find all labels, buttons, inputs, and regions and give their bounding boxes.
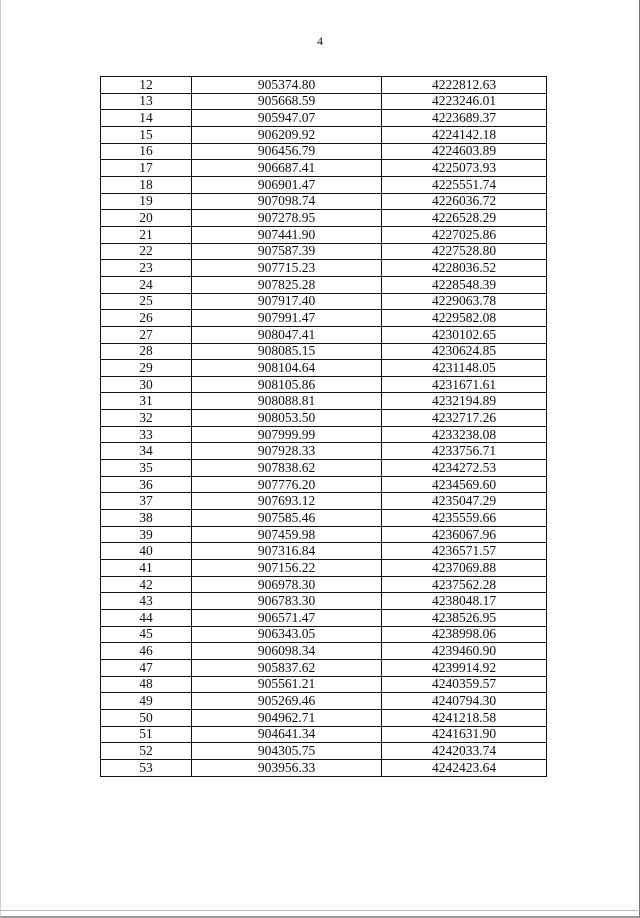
point-number-cell: 12	[101, 77, 192, 94]
table-row	[101, 460, 547, 477]
x-coordinate-cell: 904305.75	[192, 743, 382, 760]
x-coordinate-cell: 906456.79	[192, 143, 382, 160]
point-number-cell: 44	[101, 610, 192, 627]
point-number-cell: 19	[101, 193, 192, 210]
point-number-cell: 38	[101, 510, 192, 527]
y-coordinate-cell: 4238998.06	[382, 626, 547, 643]
table-row	[101, 626, 547, 643]
y-coordinate-cell: 4225551.74	[382, 176, 547, 193]
page-number: 4	[317, 34, 323, 48]
point-number-cell: 26	[101, 310, 192, 327]
y-coordinate-cell: 4231148.05	[382, 360, 547, 377]
x-coordinate-cell: 905374.80	[192, 77, 382, 94]
y-coordinate-cell: 4241218.58	[382, 709, 547, 726]
y-coordinate-cell: 4239460.90	[382, 643, 547, 660]
table-row	[101, 360, 547, 377]
point-number-cell: 50	[101, 709, 192, 726]
x-coordinate-cell: 907278.95	[192, 210, 382, 227]
x-coordinate-cell: 907838.62	[192, 460, 382, 477]
table-row	[101, 443, 547, 460]
x-coordinate-cell: 903956.33	[192, 759, 382, 776]
table-row	[101, 659, 547, 676]
table-row	[101, 526, 547, 543]
point-number-cell: 16	[101, 143, 192, 160]
y-coordinate-cell: 4232194.89	[382, 393, 547, 410]
point-number-cell: 20	[101, 210, 192, 227]
x-coordinate-cell: 905668.59	[192, 93, 382, 110]
y-coordinate-cell: 4238526.95	[382, 610, 547, 627]
point-number-cell: 24	[101, 276, 192, 293]
point-number-cell: 17	[101, 160, 192, 177]
x-coordinate-cell: 907999.99	[192, 426, 382, 443]
y-coordinate-cell: 4224603.89	[382, 143, 547, 160]
table-row	[101, 376, 547, 393]
x-coordinate-cell: 907917.40	[192, 293, 382, 310]
table-row	[101, 393, 547, 410]
point-number-cell: 52	[101, 743, 192, 760]
table-row	[101, 743, 547, 760]
x-coordinate-cell: 906571.47	[192, 610, 382, 627]
y-coordinate-cell: 4237069.88	[382, 560, 547, 577]
y-coordinate-cell: 4240794.30	[382, 693, 547, 710]
table-row	[101, 260, 547, 277]
x-coordinate-cell: 907316.84	[192, 543, 382, 560]
y-coordinate-cell: 4242423.64	[382, 759, 547, 776]
x-coordinate-cell: 905561.21	[192, 676, 382, 693]
x-coordinate-cell: 904641.34	[192, 726, 382, 743]
point-number-cell: 13	[101, 93, 192, 110]
y-coordinate-cell: 4225073.93	[382, 160, 547, 177]
y-coordinate-cell: 4227025.86	[382, 226, 547, 243]
y-coordinate-cell: 4241631.90	[382, 726, 547, 743]
point-number-cell: 25	[101, 293, 192, 310]
y-coordinate-cell: 4223689.37	[382, 110, 547, 127]
x-coordinate-cell: 908088.81	[192, 393, 382, 410]
y-coordinate-cell: 4223246.01	[382, 93, 547, 110]
x-coordinate-cell: 907715.23	[192, 260, 382, 277]
table-row	[101, 709, 547, 726]
point-number-cell: 41	[101, 560, 192, 577]
table-row	[101, 610, 547, 627]
x-coordinate-cell: 908047.41	[192, 326, 382, 343]
point-number-cell: 27	[101, 326, 192, 343]
point-number-cell: 18	[101, 176, 192, 193]
y-coordinate-cell: 4230624.85	[382, 343, 547, 360]
point-number-cell: 39	[101, 526, 192, 543]
y-coordinate-cell: 4236067.96	[382, 526, 547, 543]
x-coordinate-cell: 905269.46	[192, 693, 382, 710]
point-number-cell: 31	[101, 393, 192, 410]
y-coordinate-cell: 4233238.08	[382, 426, 547, 443]
point-number-cell: 33	[101, 426, 192, 443]
y-coordinate-cell: 4230102.65	[382, 326, 547, 343]
x-coordinate-cell: 907776.20	[192, 476, 382, 493]
table-row	[101, 126, 547, 143]
table-row	[101, 410, 547, 427]
point-number-cell: 29	[101, 360, 192, 377]
table-row	[101, 759, 547, 776]
y-coordinate-cell: 4239914.92	[382, 659, 547, 676]
x-coordinate-cell: 906783.30	[192, 593, 382, 610]
point-number-cell: 45	[101, 626, 192, 643]
coordinates-table-body	[101, 77, 547, 777]
y-coordinate-cell: 4242033.74	[382, 743, 547, 760]
x-coordinate-cell: 908105.86	[192, 376, 382, 393]
x-coordinate-cell: 908053.50	[192, 410, 382, 427]
y-coordinate-cell: 4234569.60	[382, 476, 547, 493]
point-number-cell: 23	[101, 260, 192, 277]
x-coordinate-cell: 905837.62	[192, 659, 382, 676]
x-coordinate-cell: 907585.46	[192, 510, 382, 527]
table-row	[101, 160, 547, 177]
y-coordinate-cell: 4240359.57	[382, 676, 547, 693]
table-row	[101, 593, 547, 610]
table-row	[101, 143, 547, 160]
y-coordinate-cell: 4229582.08	[382, 310, 547, 327]
y-coordinate-cell: 4232717.26	[382, 410, 547, 427]
y-coordinate-cell: 4234272.53	[382, 460, 547, 477]
table-row	[101, 310, 547, 327]
x-coordinate-cell: 907459.98	[192, 526, 382, 543]
x-coordinate-cell: 908085.15	[192, 343, 382, 360]
point-number-cell: 30	[101, 376, 192, 393]
point-number-cell: 15	[101, 126, 192, 143]
x-coordinate-cell: 906687.41	[192, 160, 382, 177]
point-number-cell: 36	[101, 476, 192, 493]
table-row	[101, 693, 547, 710]
y-coordinate-cell: 4224142.18	[382, 126, 547, 143]
x-coordinate-cell: 906209.92	[192, 126, 382, 143]
y-coordinate-cell: 4227528.80	[382, 243, 547, 260]
table-row	[101, 77, 547, 94]
y-coordinate-cell: 4226036.72	[382, 193, 547, 210]
point-number-cell: 28	[101, 343, 192, 360]
y-coordinate-cell: 4235047.29	[382, 493, 547, 510]
table-row	[101, 493, 547, 510]
point-number-cell: 51	[101, 726, 192, 743]
point-number-cell: 34	[101, 443, 192, 460]
x-coordinate-cell: 907928.33	[192, 443, 382, 460]
y-coordinate-cell: 4228548.39	[382, 276, 547, 293]
point-number-cell: 35	[101, 460, 192, 477]
x-coordinate-cell: 907587.39	[192, 243, 382, 260]
x-coordinate-cell: 907825.28	[192, 276, 382, 293]
table-row	[101, 726, 547, 743]
table-row	[101, 276, 547, 293]
point-number-cell: 42	[101, 576, 192, 593]
table-row	[101, 543, 547, 560]
y-coordinate-cell: 4228036.52	[382, 260, 547, 277]
x-coordinate-cell: 906901.47	[192, 176, 382, 193]
y-coordinate-cell: 4226528.29	[382, 210, 547, 227]
x-coordinate-cell: 906978.30	[192, 576, 382, 593]
point-number-cell: 22	[101, 243, 192, 260]
y-coordinate-cell: 4222812.63	[382, 77, 547, 94]
table-row	[101, 93, 547, 110]
x-coordinate-cell: 905947.07	[192, 110, 382, 127]
table-row	[101, 193, 547, 210]
y-coordinate-cell: 4235559.66	[382, 510, 547, 527]
y-coordinate-cell: 4238048.17	[382, 593, 547, 610]
y-coordinate-cell: 4229063.78	[382, 293, 547, 310]
x-coordinate-cell: 904962.71	[192, 709, 382, 726]
point-number-cell: 37	[101, 493, 192, 510]
x-coordinate-cell: 907693.12	[192, 493, 382, 510]
table-row	[101, 476, 547, 493]
point-number-cell: 48	[101, 676, 192, 693]
table-row	[101, 426, 547, 443]
point-number-cell: 32	[101, 410, 192, 427]
x-coordinate-cell: 907991.47	[192, 310, 382, 327]
x-coordinate-cell: 907441.90	[192, 226, 382, 243]
coordinates-table	[100, 76, 547, 777]
table-row	[101, 176, 547, 193]
point-number-cell: 14	[101, 110, 192, 127]
table-row	[101, 560, 547, 577]
x-coordinate-cell: 908104.64	[192, 360, 382, 377]
y-coordinate-cell: 4236571.57	[382, 543, 547, 560]
table-row	[101, 293, 547, 310]
x-coordinate-cell: 906098.34	[192, 643, 382, 660]
table-row	[101, 643, 547, 660]
table-row	[101, 676, 547, 693]
x-coordinate-cell: 906343.05	[192, 626, 382, 643]
table-row	[101, 576, 547, 593]
table-row	[101, 210, 547, 227]
point-number-cell: 40	[101, 543, 192, 560]
table-row	[101, 226, 547, 243]
table-row	[101, 110, 547, 127]
y-coordinate-cell: 4233756.71	[382, 443, 547, 460]
y-coordinate-cell: 4237562.28	[382, 576, 547, 593]
point-number-cell: 43	[101, 593, 192, 610]
y-coordinate-cell: 4231671.61	[382, 376, 547, 393]
table-row	[101, 243, 547, 260]
table-row	[101, 326, 547, 343]
x-coordinate-cell: 907156.22	[192, 560, 382, 577]
point-number-cell: 49	[101, 693, 192, 710]
x-coordinate-cell: 907098.74	[192, 193, 382, 210]
point-number-cell: 46	[101, 643, 192, 660]
point-number-cell: 53	[101, 759, 192, 776]
table-row	[101, 510, 547, 527]
page-bottom-edge	[0, 910, 640, 911]
point-number-cell: 21	[101, 226, 192, 243]
table-row	[101, 343, 547, 360]
point-number-cell: 47	[101, 659, 192, 676]
